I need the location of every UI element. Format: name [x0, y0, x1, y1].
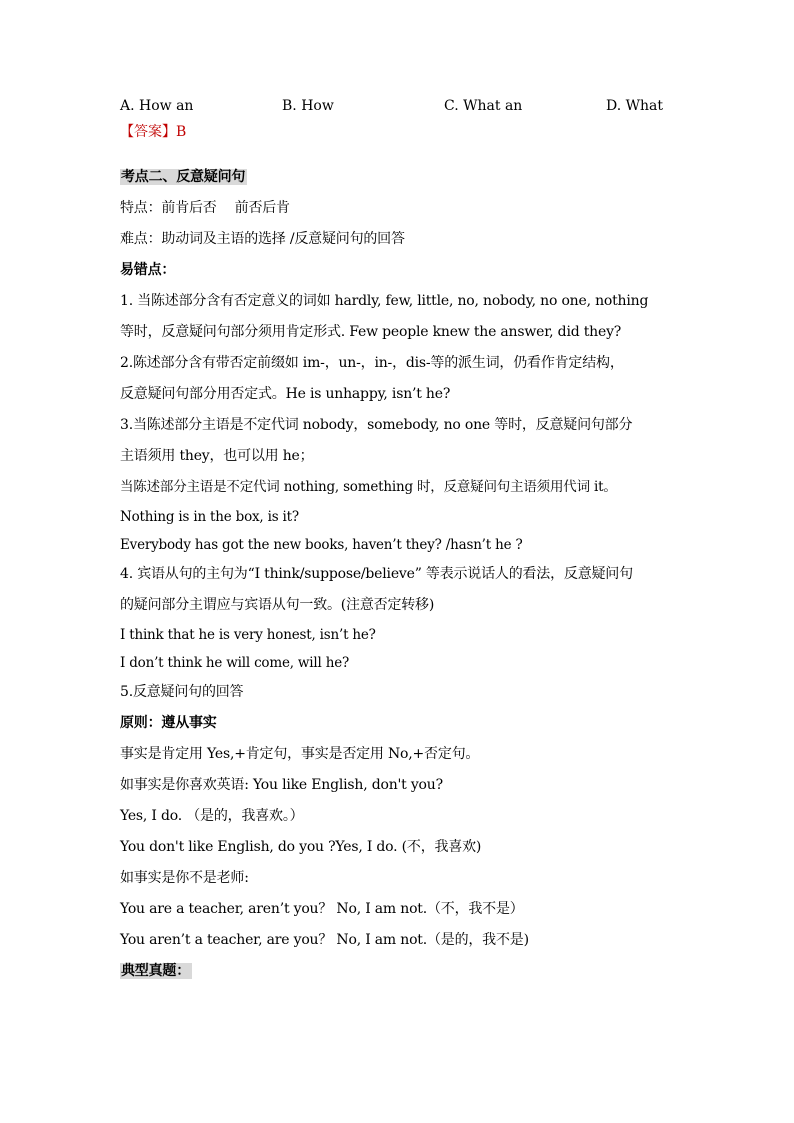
answer-line: You don't like English, do you ?Yes, I do. (不，我喜欢)	[120, 839, 482, 855]
answer-line: 如事实是你不是老师:	[120, 870, 249, 886]
point-line: 当陈述部分主语是不定代词 nothing, something 时，反意疑问句主语须用代词 it。	[120, 479, 617, 495]
difficulty-line: 难点：助动词及主语的选择 /反意疑问句的回答	[120, 231, 405, 247]
document-page	[120, 94, 680, 987]
section-title: 考点二、反意疑问句	[121, 169, 246, 185]
option-b: B. How	[282, 98, 334, 114]
point-line: 的疑问部分主谓应与宾语从句一致。(注意否定转移)	[120, 597, 435, 613]
option-c: C. What an	[444, 98, 523, 114]
example-line: I think that he is very honest, isn’t he?	[120, 627, 376, 643]
answer-line: 事实是肯定用 Yes,+肯定句，事实是否定用 No,+否定句。	[120, 746, 480, 762]
option-d: D. What	[606, 98, 664, 114]
feature-line: 特点：前肯后否 前否后肯	[120, 200, 290, 216]
answer-key: 【答案】B	[120, 124, 187, 140]
point-line: 2.陈述部分含有带否定前缀如 im-，un-，in-，dis-等的派生词，仍看作肯定结构，	[120, 355, 624, 371]
point-line: 主语须用 they，也可以用 he；	[120, 448, 314, 464]
point-line: 等时，反意疑问句部分须用肯定形式. Few people knew the answer, did they?	[120, 324, 622, 340]
answer-line: You are a teacher, aren’t you？ No, I am not.（不，我不是）	[120, 901, 524, 917]
point-line: 反意疑问句部分用否定式。He is unhappy, isn’t he?	[120, 386, 451, 402]
principle-title: 原则：遵从事实	[120, 715, 217, 731]
answer-line: 如事实是你喜欢英语: You like English, don't you?	[120, 777, 443, 793]
example-line: Everybody has got the new books, haven’t they? /hasn’t he ?	[120, 537, 523, 553]
point-line: 4. 宾语从句的主句为“I think/suppose/believe” 等表示说话人的看法，反意疑问句	[120, 566, 633, 582]
error-points-title: 易错点：	[120, 262, 176, 278]
point-line: 5.反意疑问句的回答	[120, 684, 244, 700]
point-line: 1. 当陈述部分含有否定意义的词如 hardly, few, little, no, nobody, no one, nothing	[120, 293, 649, 309]
answer-options	[120, 94, 680, 118]
example-line: I don’t think he will come, will he?	[120, 655, 350, 671]
typical-title: 典型真题：	[121, 963, 190, 979]
answer-line: You aren’t a teacher, are you？ No, I am not.（是的，我不是)	[120, 932, 529, 948]
answer-line: Yes, I do. （是的，我喜欢。）	[120, 808, 304, 824]
point-line: 3.当陈述部分主语是不定代词 nobody，somebody, no one 等时，反意疑问句部分	[120, 417, 633, 433]
example-line: Nothing is in the box, is it?	[120, 509, 299, 525]
option-a: A. How an	[120, 98, 194, 114]
